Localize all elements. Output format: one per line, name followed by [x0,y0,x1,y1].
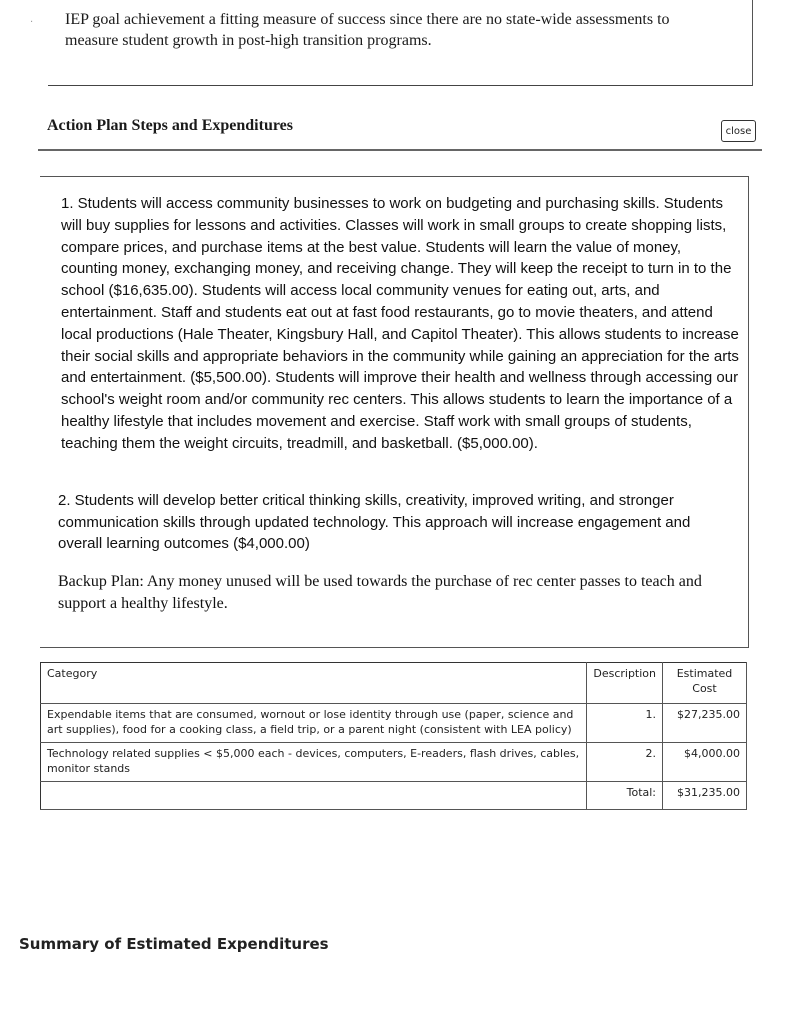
goal-text: IEP goal achievement a fitting measure of success since there are no state-wide assessments to measure student growth in post-high transition programs. [65,11,670,49]
expenditures-table [40,662,747,810]
header-description: Description [587,663,663,704]
header-category: Category [41,663,587,704]
table-header-row [41,663,747,704]
table-row [41,743,747,782]
table-total-row [41,782,747,810]
row-category: Expendable items that are consumed, wornout or lose identity through use (paper, science and art supplies), food for a cooking class, a field trip, or a parent night (consistent with LEA policy) [41,704,587,743]
close-button[interactable]: close [721,120,756,142]
action-step-2: 2. Students will develop better critical thinking skills, creativity, improved writing, and stronger communication skills through updated technology. This approach will increase engagement and overall learning outcomes ($4,000.00) [58,492,691,552]
bullet-marker: . [30,14,34,25]
section-divider [38,149,762,151]
backup-plan: Backup Plan: Any money unused will be used towards the purchase of rec center passes to teach and support a healthy lifestyle. [58,573,702,612]
row-description: 1. [587,704,663,743]
header-estimated-cost: Estimated Cost [663,663,747,704]
total-value: $31,235.00 [663,782,747,810]
action-step-1: 1. Students will access community businesses to work on budgeting and purchasing skills. Students will buy supplies for lessons and activities. Classes will work in small groups to create shopping lists, compare prices, and purchase items at the best value. Students will learn the value of money, counting money, exchanging money, and receiving change. They will keep the receipt to turn in to the school ($16,635.00). Students will access local community venues for eating out, arts, and entertainment. Staff and students eat out at fast food restaurants, go to movie theaters, and attend local productions (Hale Theater, Kingsbury Hall, and Capitol Theater). This allows students to increase their social skills and appropriate behaviors in the community while gaining an appreciation for the arts and entertainment. ($5,500.00). Students will improve their health and wellness through accessing our school's weight room and/or community rec centers. This allows students to learn the importance of a healthy lifestyle that includes movement and exercise. Staff work with small groups of students, teaching them the weight circuits, treadmill, and basketball. ($5,000.00). [61,195,739,452]
total-empty-cell [41,782,587,810]
total-label: Total: [587,782,663,810]
row-cost: $4,000.00 [663,743,747,782]
action-plan-title: Action Plan Steps and Expenditures [47,117,293,134]
table-row [41,704,747,743]
row-description: 2. [587,743,663,782]
summary-title: Summary of Estimated Expenditures [19,935,329,953]
row-cost: $27,235.00 [663,704,747,743]
row-category: Technology related supplies < $5,000 each - devices, computers, E-readers, flash drives, cables, monitor stands [41,743,587,782]
